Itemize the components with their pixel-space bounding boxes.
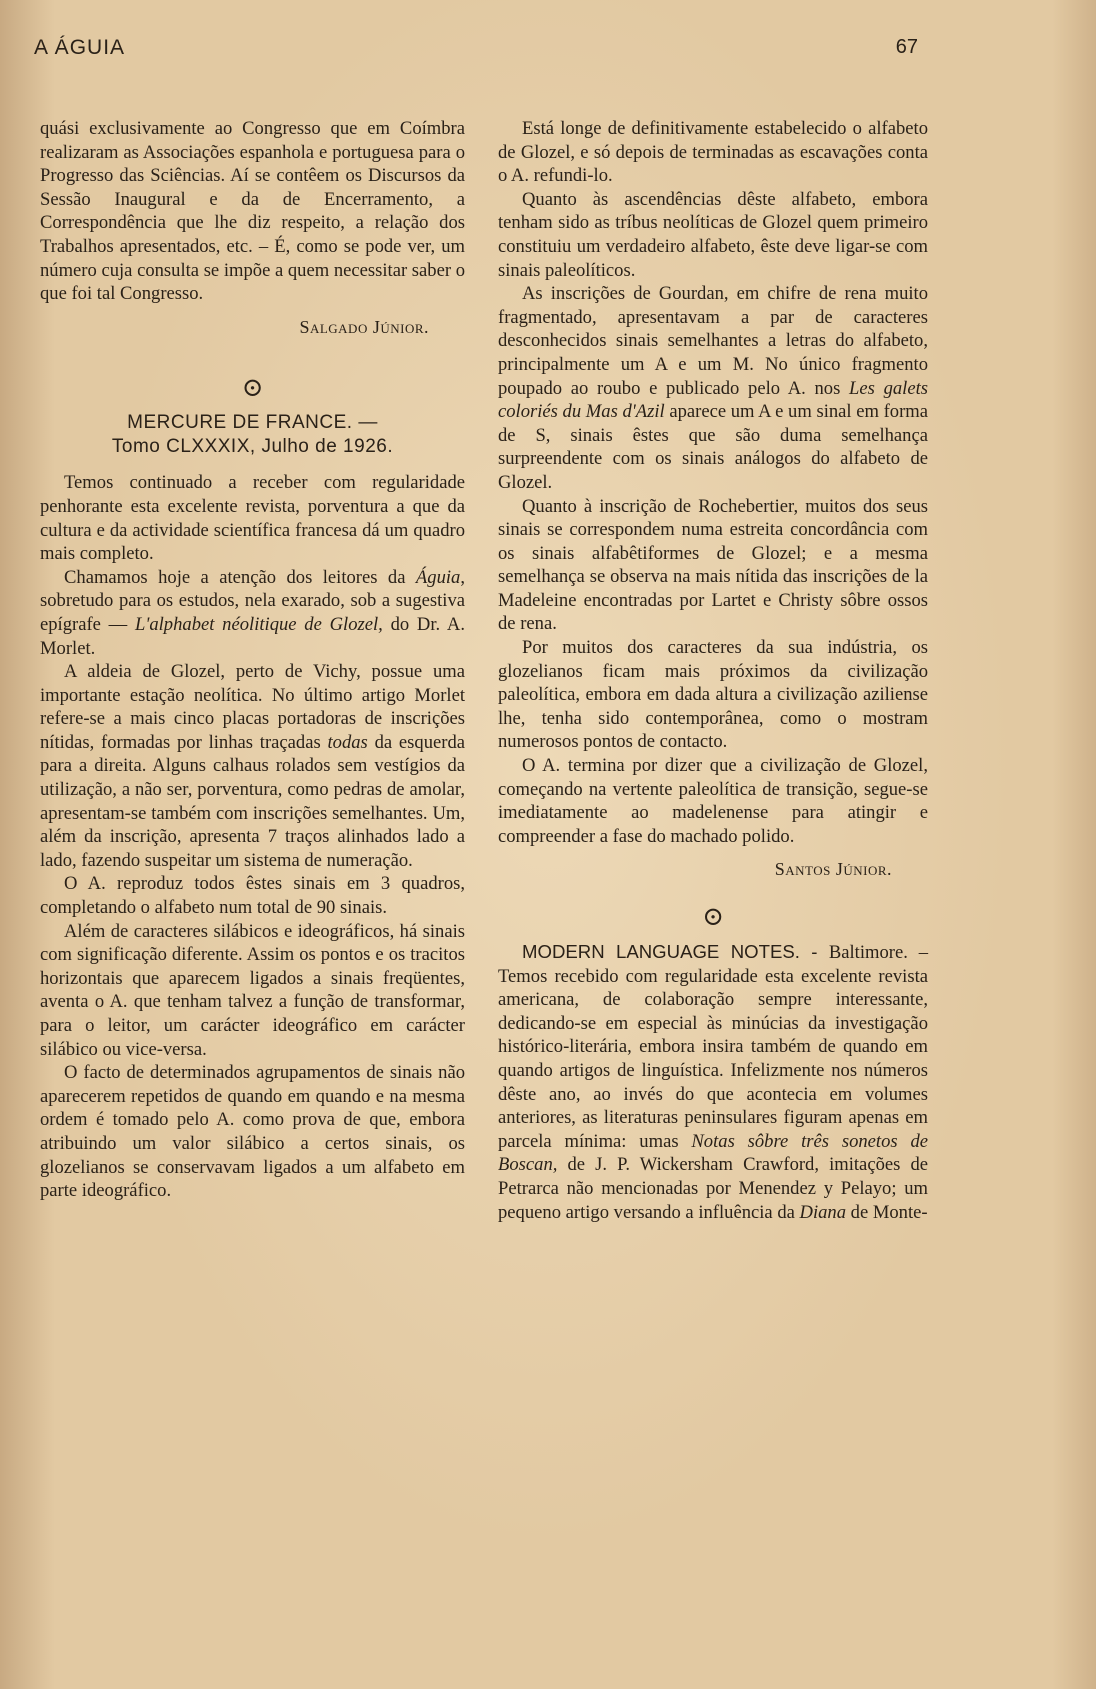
signature-salgado-junior: Salgado Júnior. [299,316,429,337]
paragraph: As inscrições de Gourdan, em chifre de rena muito fragmentado, apresentavam a par de caracteres desconhecidos sinais semelhantes a letras do alfabeto, principalmente um A e um M. No único fragmento poupado ao roubo e publicado pelo A. nos Les galets coloriés du Mas d'Azil aparece um A e um sinal em forma de S, sinais êstes que são duma semelhança surpreendente com os sinais análogos do alfabeto de Glozel. [498,283,928,493]
left-column [40,117,465,1203]
paragraph: quási exclusivamente ao Congresso que em Coímbra realizaram as Associações espanhola e portuguesa para o Progresso das Sciências. Aí se contêem os Discursos da Sessão Inaugural e da de Encerramento, a Correspondência que lhe diz respeito, a relação dos Trabalhos apresentados, etc. – É, como se pode ver, um número cuja consulta se impõe a quem necessitar saber o que foi tal Congresso. [40,118,465,305]
review-heading-mercure [40,411,465,459]
review-subtitle: Tomo CLXXXIX, Julho de 1926. [111,436,394,458]
page-number: 67 [895,36,918,58]
paragraph: Além de caracteres silábicos e ideográficos, há sinais com significação diferente. Assim os pontos e os tracitos horizontais que aparecem ligados a sinais freqüentes, aventa o A. que tenham talvez a função de transformar, para o leitor, um carácter ideográfico em carácter silábico ou vice-versa. [40,920,465,1060]
paragraph: A aldeia de Glozel, perto de Vichy, possue uma importante estação neolítica. No último artigo Morlet refere-se a mais cinco placas portadoras de inscrições nítidas, formadas por linhas traçadas todas da esquerda para a direita. Alguns calhaus rolados sem vestígios da utilização, a não ser, porventura, como pedras de amolar, apresentam-se também com inscrições semelhantes. Um, além da inscrição, apresenta 7 traços alinhados lado a lado, fazendo suspeitar um sistema de numeração. [40,661,465,871]
paragraph: Temos continuado a receber com regularidade penhorante esta excelente revista, porventura a que da cultura e da actividade scientífica francesa dá um quadro mais completo. [40,472,465,565]
paragraph: Chamamos hoje a atenção dos leitores da Águia, sobretudo para os estudos, nela exarado, sob a sugestiva epígrafe — L'alphabet néolitique de Glozel, do Dr. A. Morlet. [40,566,465,659]
paragraph: O A. termina por dizer que a civilização de Glozel, começando na vertente paleolítica de transição, segue-se imediatamente ao madelenense para atingir e compreender a fase do machado polido. [498,755,928,847]
paragraph: Por muitos dos caracteres da sua indústria, os glozelianos ficam mais próximos da civilização paleolítica, embora em dada altura a civilização aziliense lhe, tenha sido contemporânea, como o mostram numerosos pontos de contacto. [498,637,928,753]
signature-santos-junior: Santos Júnior. [774,859,892,880]
paragraph: O A. reproduz todos êstes sinais em 3 quadros, completando o alfabeto num total de 90 sinais. [40,873,465,919]
right-column [498,117,928,1224]
section-ornament-icon: ⊙ [241,373,264,403]
paragraph: MODERN LANGUAGE NOTES. - Baltimore. – Temos recebido com regularidade esta excelente revista americana, de colaboração sempre interessante, dedicando-se em especial às minúcias da investigação histórico-literária, embora insira também de quando em quando artigos de linguística. Infelizmente nos números dêste ano, ao invés do que acontecia em volumes anteriores, as literaturas peninsulares figuram apenas em parcela mínima: umas Notas sôbre três sonetos de Boscan, de J. P. Wickersham Crawford, imitações de Petrarca não mencionadas por Menendez y Pelayo; um pequeno artigo versando a influência da Diana de Monte- [498,941,928,1223]
paragraph: Está longe de definitivamente estabelecido o alfabeto de Glozel, e só depois de terminadas as escavações conta o A. refundi-lo. [498,118,928,187]
review-title: MERCURE DE FRANCE. — [127,412,378,434]
paragraph: O facto de determinados agrupamentos de sinais não aparecerem repetidos de quando em quando e na mesma ordem é tomado pelo A. como prova de que, embora atribuindo um valor silábico a certos sinais, os glozelianos se conservavam ligados a um alfabeto em parte ideográfico. [40,1062,465,1202]
paragraph: Quanto às ascendências dêste alfabeto, embora tenham sido as tríbus neolíticas de Glozel quem primeiro constituiu um verdadeiro alfabeto, êste deve ligar-se com sinais paleolíticos. [498,188,928,281]
section-ornament-icon: ⊙ [702,902,724,931]
paragraph: Quanto à inscrição de Rochebertier, muitos dos seus sinais se correspondem numa estreita concordância com os sinais alfabêtiformes de Glozel; e a mesma semelhança se observa na mais nítida das inscrições de la Madeleine encontradas por Lartet e Christy sôbre ossos de rena. [498,495,928,635]
page-header [34,36,918,66]
running-title: A ÁGUIA [34,36,126,59]
